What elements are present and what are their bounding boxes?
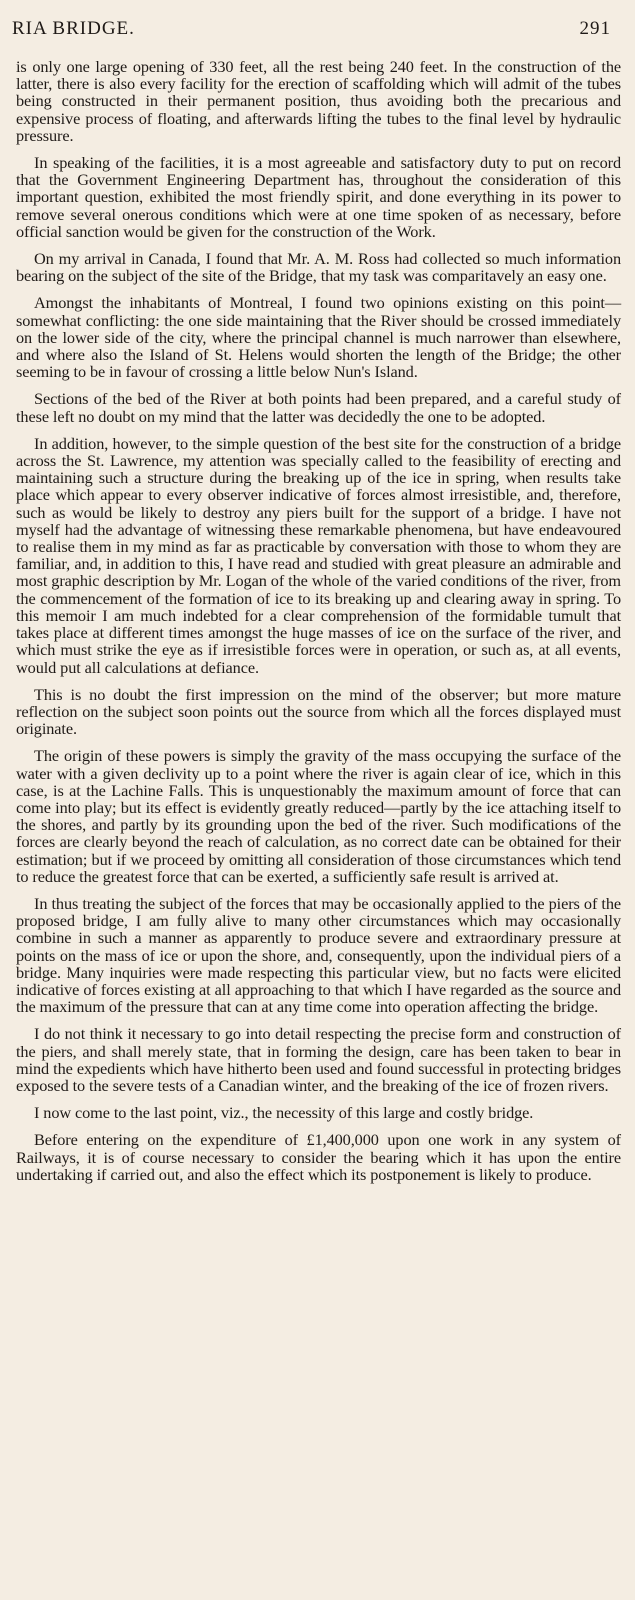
paragraph: On my arrival in Canada, I found that Mr. A. M. Ross had collected so much information bearing on the subject of the site of the Bridge, that my task was comparitavely an easy one. — [16, 249, 621, 286]
paragraph: Before entering on the expenditure of £1,400,000 upon one work in any system of Railways, it is of course necessary to consider the bearing which it has upon the entire undertaking if carried out, and also the effect which its postponement is likely to produce. — [16, 1130, 621, 1184]
paragraph: The origin of these powers is simply the gravity of the mass occupying the surface of the water with a given declivity up to a point where the river is again clear of ice, which in this case, is at the Lachine Falls. This is unquestionably the maximum amount of force that can come into play; but its effect is evidently greatly reduced—partly by the ice attaching itself to the shores, and partly by its grounding upon the bed of the river. Such modifications of the forces are clearly beyond the reach of calculation, as no correct date can be obtained for their estimation; but if we proceed by omitting all consideration of those circumstances which tend to reduce the greatest force that can be exerted, a sufficiently safe result is arrived at. — [16, 746, 621, 886]
paragraph: Amongst the inhabitants of Montreal, I found two opinions existing on this point—somewhat conflicting: the one side maintaining that the River should be crossed immediately on the lower side of the city, where the principal channel is much narrower than elsewhere, and where also the Island of St. Helens would shorten the length of the Bridge; the other seeming to be in favour of crossing a little below Nun's Island. — [16, 293, 621, 382]
paragraph: I now come to the last point, viz., the necessity of this large and costly bridge. — [34, 1103, 534, 1123]
body-text — [16, 58, 621, 1183]
paragraph: In addition, however, to the simple question of the best site for the construction of a bridge across the St. Lawrence, my attention was specially called to the feasibility of erecting and maintaining such a structure during the breaking up of the ice in spring, when results take place which appear to every observer indicative of forces almost irresistible, and, therefore, such as would be likely to destroy any piers built for the support of a bridge. I have not myself had the advantage of witnessing these remarkable phenomena, but have endeavoured to realise them in my mind as far as practicable by conversation with those to whom they are familiar, and, in addition to this, I have read and studied with great pleasure an admirable and most graphic description by Mr. Logan of the whole of the varied conditions of the river, from the commencement of the formation of ice to its breaking up and clearing away in spring. To this memoir I am much indebted for a clear comprehension of the formidable tumult that takes place at different times amongst the huge masses of ice on the surface of the river, and which must strike the eye as if irresistible forces were in operation, or such as, at all events, would put all calculations at defiance. — [16, 433, 621, 677]
paragraph: Sections of the bed of the River at both points had been prepared, and a careful study of these left no doubt on my mind that the latter was decidedly the one to be adopted. — [16, 389, 621, 426]
paragraph: is only one large opening of 330 feet, all the rest being 240 feet. In the construction of the latter, there is also every facility for the erection of scaffolding which will admit of the tubes being constructed in their permanent position, thus avoiding both the precarious and expensive process of floating, and afterwards lifting the tubes to the final level by hydraulic pressure. — [16, 57, 621, 145]
running-title: RIA BRIDGE. — [12, 18, 135, 39]
paragraph: I do not think it necessary to go into detail respecting the precise form and construction of the piers, and shall merely state, that in forming the design, care has been taken to bear in mind the expedients which have hitherto been used and found successful in protecting bridges exposed to the severe tests of a Canadian winter, and the breaking of the ice of frozen rivers. — [16, 1024, 621, 1095]
page-header — [12, 18, 621, 58]
paragraph: This is no doubt the first impression on the mind of the observer; but more mature reflection on the subject soon points out the source from which all the forces displayed must originate. — [16, 684, 621, 739]
page-number: 291 — [579, 18, 611, 39]
paragraph: In thus treating the subject of the forces that may be occasionally applied to the piers of the proposed bridge, I am fully alive to many other circumstances which may occasionally combine in such a manner as apparently to produce severe and extraordinary pressure at points on the mass of ice or upon the shore, and, consequently, upon the individual piers of a bridge. Many inquiries were made respecting this particular view, but no facts were elicited indicative of forces existing at all approaching to that which I have regarded as the source and the maximum of the pressure that can at any time come into operation affecting the bridge. — [16, 893, 621, 1017]
paragraph: In speaking of the facilities, it is a most agreeable and satisfactory duty to put on record that the Government Engineering Department has, throughout the consideration of this important question, exhibited the most friendly spirit, and done everything in its power to remove several onerous conditions which were at one time spoken of as necessary, before official sanction would be given for the construction of the Work. — [16, 153, 621, 241]
